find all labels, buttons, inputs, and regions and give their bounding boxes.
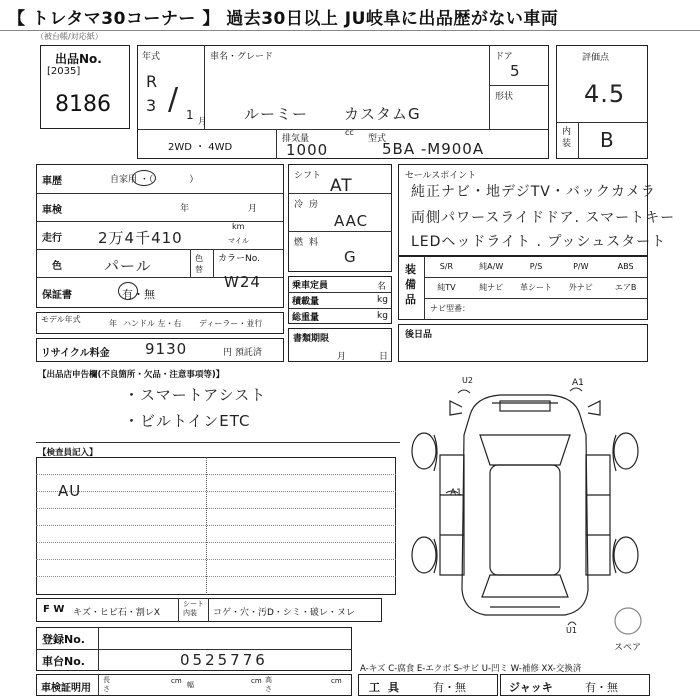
mileage-km: km: [232, 222, 245, 231]
equipment-item: ABS: [617, 262, 634, 271]
warranty-value: 有・無: [122, 288, 155, 301]
mileage-mile: マイル: [228, 237, 249, 245]
model-year-label: モデル年式: [41, 315, 81, 324]
recycle-box: [36, 338, 284, 362]
docs-month: 月: [337, 352, 347, 362]
fuel-label: 燃料: [294, 238, 325, 248]
car-diagram: [400, 375, 650, 645]
sales-label: セールスポイント: [405, 171, 477, 181]
color-label: 色: [52, 261, 62, 272]
sales-line-3: LEDヘッドライト . プッシュスタート: [411, 234, 667, 250]
gross-unit: kg: [377, 311, 388, 321]
cert-label: 車検証明用: [41, 683, 91, 694]
color-change-label: 色替: [195, 254, 203, 274]
lot-code: [2035]: [47, 66, 81, 77]
navi-model-label: ナビ型番：: [430, 304, 470, 313]
displacement-unit: cc: [345, 128, 354, 137]
cert-hei-cm: cm: [331, 677, 342, 685]
docs-label: 書類期限: [293, 334, 330, 344]
mark-a1-top: A1: [572, 378, 584, 388]
banner-text: 【 トレタマ30コーナー 】 過去30日以上 JU岐阜に出品歴がない車両: [8, 9, 559, 29]
drive-label: 2WD ・ 4WD: [168, 142, 233, 153]
load-label: 積載量: [292, 297, 320, 307]
floor-box: [36, 598, 382, 622]
tools-value: 有・無: [433, 681, 466, 694]
displacement-value: 1000: [286, 141, 329, 159]
inspector-text: AU: [58, 482, 82, 500]
banner: [0, 0, 700, 31]
door-label: ドア: [495, 52, 513, 62]
fw-label: F W: [43, 604, 65, 615]
tools-box: [358, 674, 498, 696]
chassis-value: 0525776: [180, 651, 268, 669]
jack-box: [500, 674, 650, 696]
shape-label: 形状: [495, 92, 514, 102]
mileage-value: 2万4千410: [98, 229, 183, 247]
capacity-unit: 名: [377, 282, 387, 292]
sales-line-1: 純正ナビ・地デジTV・バックカメラ: [411, 184, 656, 200]
equipment-item: 純A/W: [479, 262, 504, 271]
year-era: R: [146, 72, 159, 91]
model-year-box: [36, 312, 284, 334]
lot-number: 8186: [55, 92, 111, 117]
exhibitor-label: 【出品店申告欄(不良箇所・欠品・注意事項等)】: [38, 370, 225, 380]
registration-label: 登録No.: [42, 633, 85, 646]
cert-wid: 幅: [187, 681, 194, 689]
post-entry-label: 後日品: [405, 330, 433, 340]
cert-len: 長さ: [103, 676, 110, 693]
spare-label: スペア: [614, 643, 642, 653]
equipment-item: 革シート: [519, 283, 552, 292]
cert-hei: 高さ: [265, 676, 272, 693]
aircon-value: AAC: [334, 212, 369, 230]
score-value: 4.5: [584, 80, 626, 108]
model-label: 型式: [368, 134, 387, 144]
cert-wid-cm: cm: [251, 677, 262, 685]
year-month-unit: 月: [198, 117, 208, 127]
inspection-year: 年: [180, 204, 190, 214]
top-note: （被台帳/対応紙）: [36, 32, 103, 41]
recycle-unit: 円 預託済: [223, 348, 262, 358]
equipment-label: 装備品: [405, 263, 416, 306]
mileage-label: 走行: [42, 233, 62, 244]
exhibitor-line-2: ・ビルトインETC: [124, 412, 251, 430]
gross-label: 総重量: [292, 313, 320, 323]
model-year-handle: ハンドル 左・右: [123, 319, 182, 328]
score-label: 評価点: [582, 53, 610, 63]
car-grade: カスタムG: [344, 105, 421, 123]
chassis-label: 車台No.: [42, 655, 85, 668]
interior-label: 内装: [562, 127, 572, 149]
cert-len-cm: cm: [171, 677, 182, 685]
model-value: 5BA -M900A: [382, 140, 485, 158]
sales-box: [398, 164, 676, 256]
equipment-item: 外ナビ: [568, 283, 593, 292]
color-code-visible: W24: [224, 273, 261, 291]
shift-value: AT: [330, 176, 353, 196]
color-value: パール: [104, 257, 152, 275]
equipment-item: P/S: [529, 262, 543, 271]
lot-box: [40, 45, 130, 129]
mark-u1: U1: [566, 626, 577, 635]
load-unit: kg: [377, 295, 388, 305]
color-code-label: カラーNo.: [218, 254, 260, 264]
recycle-label: リサイクル料金: [41, 348, 110, 359]
door-value: 5: [510, 62, 521, 80]
inspection-month: 月: [248, 204, 258, 214]
fuel-value: G: [344, 248, 357, 266]
seat-items: コゲ・穴・汚D・シミ・破レ・ヌレ: [213, 608, 355, 618]
model-year-unit: 年: [109, 319, 117, 328]
docs-box: [288, 328, 392, 362]
seat-label: シート内装: [183, 600, 204, 617]
shift-label: シフト: [294, 171, 322, 181]
inspector-box: [36, 457, 396, 595]
capacity-label: 乗車定員: [292, 281, 329, 291]
year-label: 年式: [142, 52, 161, 62]
aircon-label: 冷房: [294, 200, 325, 210]
tools-label: 工具: [369, 681, 407, 694]
mark-u2: U2: [462, 376, 473, 385]
mark-a1-left: A1: [450, 488, 462, 498]
displacement-label: 排気量: [282, 134, 310, 144]
equipment-item: エアB: [614, 283, 637, 292]
jack-label: ジャッキ: [509, 681, 553, 694]
equipment-item: 純TV: [437, 283, 456, 292]
jack-value: 有・無: [585, 681, 618, 694]
year-value: 3: [146, 96, 158, 115]
history-label: 車歴: [42, 176, 62, 187]
equipment-item: 純ナビ: [479, 283, 504, 292]
year-slash: /: [168, 82, 180, 117]
lot-label: 出品No.: [55, 52, 102, 66]
inspector-label: 【検査員記入】: [38, 448, 98, 458]
car-name: ルーミー: [244, 105, 309, 123]
history-value: 自家用 ・（ ）: [110, 175, 199, 185]
equipment-item: P/W: [573, 262, 589, 271]
warranty-label: 保証書: [42, 290, 72, 301]
cert-box: [36, 674, 352, 696]
model-year-dealer: ディーラー・並行: [199, 319, 263, 328]
recycle-value: 9130: [145, 340, 188, 358]
fw-items: キズ・ヒビ石・割レX: [73, 608, 160, 618]
docs-day: 日: [379, 352, 389, 362]
legend: A-キズ C-腐食 E-エクボ S-サビ U-凹ミ W-補修 XX-交換済: [360, 664, 582, 674]
interior-value: B: [600, 128, 615, 152]
post-entry-box: [398, 324, 648, 362]
year-month: 1: [186, 108, 195, 122]
car-label: 車名・グレード: [210, 52, 274, 62]
equipment-item: S/R: [439, 262, 454, 271]
exhibitor-line-1: ・スマートアシスト: [124, 386, 267, 404]
sales-line-2: 両側パワースライドドア. スマートキー: [411, 210, 676, 226]
inspection-label: 車検: [42, 205, 62, 216]
